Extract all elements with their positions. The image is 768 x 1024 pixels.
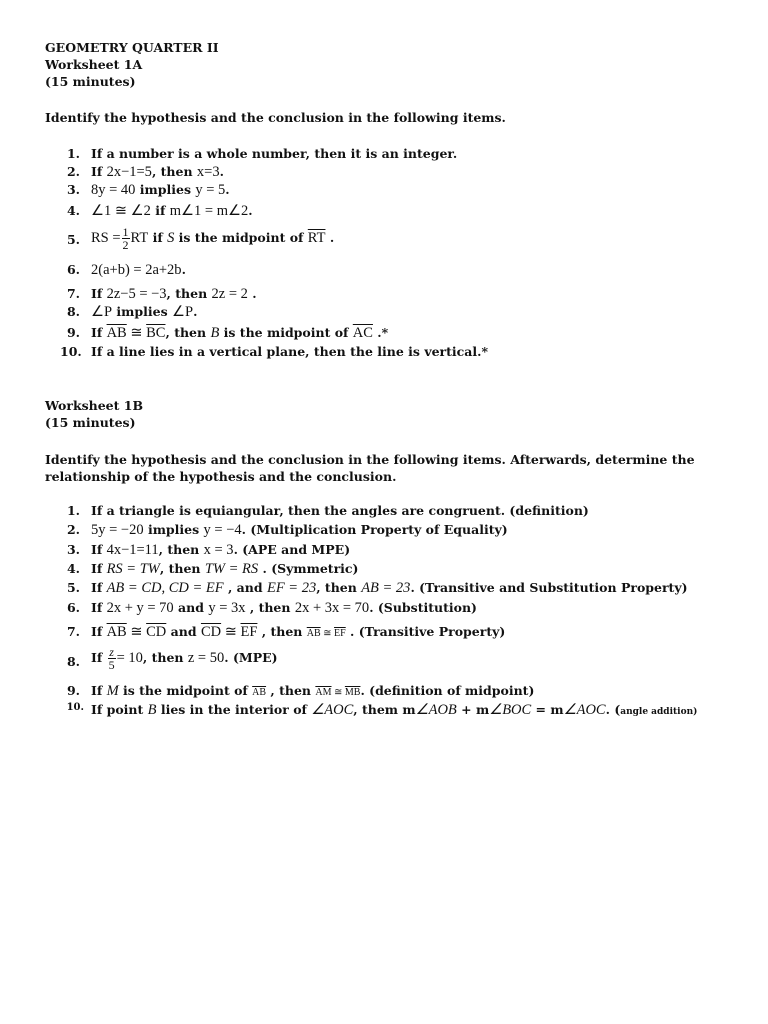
segment: $\overline{AB}$ (306, 628, 321, 639)
segment: $\overline{AB}$ (106, 325, 127, 341)
worksheet-a-name: Worksheet 1A (45, 57, 143, 72)
item-text: If $\overline{AB}$ ≅ $\overline{CD}$ and $\overline{CD}$ ≅ $\overline{EF}$ , then $\overline{AB}$ ≅ $\overline{EF}$ . (Transitive Property) (91, 624, 506, 640)
document-title: GEOMETRY QUARTER II (45, 40, 219, 55)
item-number: 4. (66, 203, 80, 218)
item-number: 2. (66, 522, 80, 537)
segment: $\overline{EF}$ (334, 628, 346, 639)
worksheet-a-instruction: Identify the hypothesis and the conclusion in the following items. (45, 110, 506, 125)
item-text: If a line lies in a vertical plane, then the line is vertical.* (91, 344, 488, 359)
item-text: 2(a+b) = 2a+2b. (91, 262, 186, 278)
item-text: If point B lies in the interior of ∠AOC, them m∠AOB + m∠BOC = m∠AOC. (angle addition) (91, 702, 698, 718)
item-number: 10. (60, 344, 82, 359)
item-text: RS = $\frac{1}{2}$ RT if S is the midpoint of $\overline{RT}$ . (91, 225, 335, 252)
fraction: $\frac{1}{2}$ (122, 225, 129, 252)
item-text: If a number is a whole number, then it is an integer. (91, 146, 458, 161)
item-text: 5y = −20 implies y = −4. (Multiplication Property of Equality) (91, 522, 508, 538)
item-text: If M is the midpoint of $\overline{AB}$ , then $\overline{AM}$ ≅ $\overline{MB}$. (definition of midpoint) (91, 683, 535, 699)
segment: $\overline{AM}$ (315, 687, 332, 698)
item-number: 8. (66, 654, 80, 669)
worksheet-b-name: Worksheet 1B (45, 398, 144, 413)
segment: $\overline{CD}$ (146, 624, 167, 640)
fraction: $\frac{z}{5}$ (108, 645, 115, 672)
worksheet-a-time: (15 minutes) (45, 74, 136, 89)
item-number: 10. (66, 702, 84, 713)
item-text: If 4x−1=11, then x = 3. (APE and MPE) (91, 542, 351, 558)
segment: $\overline{AC}$ (352, 325, 373, 341)
item-number: 3. (66, 542, 80, 557)
item-text: If 2z−5 = −3, then 2z = 2 . (91, 286, 257, 302)
segment: $\overline{AB}$ (106, 624, 127, 640)
item-text: If $\frac{z}{5}$ = 10, then z = 50. (MPE) (91, 645, 278, 672)
annotation-note: angle addition) (620, 707, 698, 717)
item-number: 3. (66, 182, 80, 197)
item-text: If 2x−1=5, then x=3. (91, 164, 224, 180)
item-number: 1. (66, 146, 80, 161)
item-number: 8. (66, 304, 80, 319)
segment: $\overline{BC}$ (146, 325, 166, 341)
item-number: 6. (66, 262, 80, 277)
item-number: 1. (66, 503, 80, 518)
item-text: If RS = TW, then TW = RS . (Symmetric) (91, 561, 359, 577)
item-text: If a triangle is equiangular, then the angles are congruent. (definition) (91, 503, 589, 518)
item-number: 2. (66, 164, 80, 179)
item-text: If AB = CD, CD = EF , and EF = 23, then AB = 23. (Transitive and Substitution Property) (91, 580, 688, 596)
item-number: 5. (66, 232, 80, 247)
item-text: ∠P implies ∠P. (91, 304, 198, 320)
item-text: If $\overline{AB}$ ≅ $\overline{BC}$, then B is the midpoint of $\overline{AC}$ .* (91, 325, 389, 341)
item-text: 8y = 40 implies y = 5. (91, 182, 230, 198)
item-number: 7. (66, 624, 80, 639)
segment: $\overline{MB}$ (344, 687, 361, 698)
segment: $\overline{RT}$ (307, 230, 326, 246)
item-number: 5. (66, 580, 80, 595)
segment: $\overline{AB}$ (252, 687, 267, 698)
item-number: 7. (66, 286, 80, 301)
item-text: If 2x + y = 70 and y = 3x , then 2x + 3x = 70. (Substitution) (91, 600, 477, 616)
segment: $\overline{CD}$ (200, 624, 222, 640)
item-number: 9. (66, 683, 80, 698)
worksheet-b-instruction: Identify the hypothesis and the conclusion in the following items. Afterwards, determine the relationship of the hypothesis and the conclusion. (45, 452, 695, 484)
worksheet-b-time: (15 minutes) (45, 415, 136, 430)
item-text: ∠1 ≅ ∠2 if m∠1 = m∠2. (91, 203, 253, 219)
item-number: 6. (66, 600, 80, 615)
item-number: 9. (66, 325, 80, 340)
item-number: 4. (66, 561, 80, 576)
segment: $\overline{EF}$ (240, 624, 258, 640)
